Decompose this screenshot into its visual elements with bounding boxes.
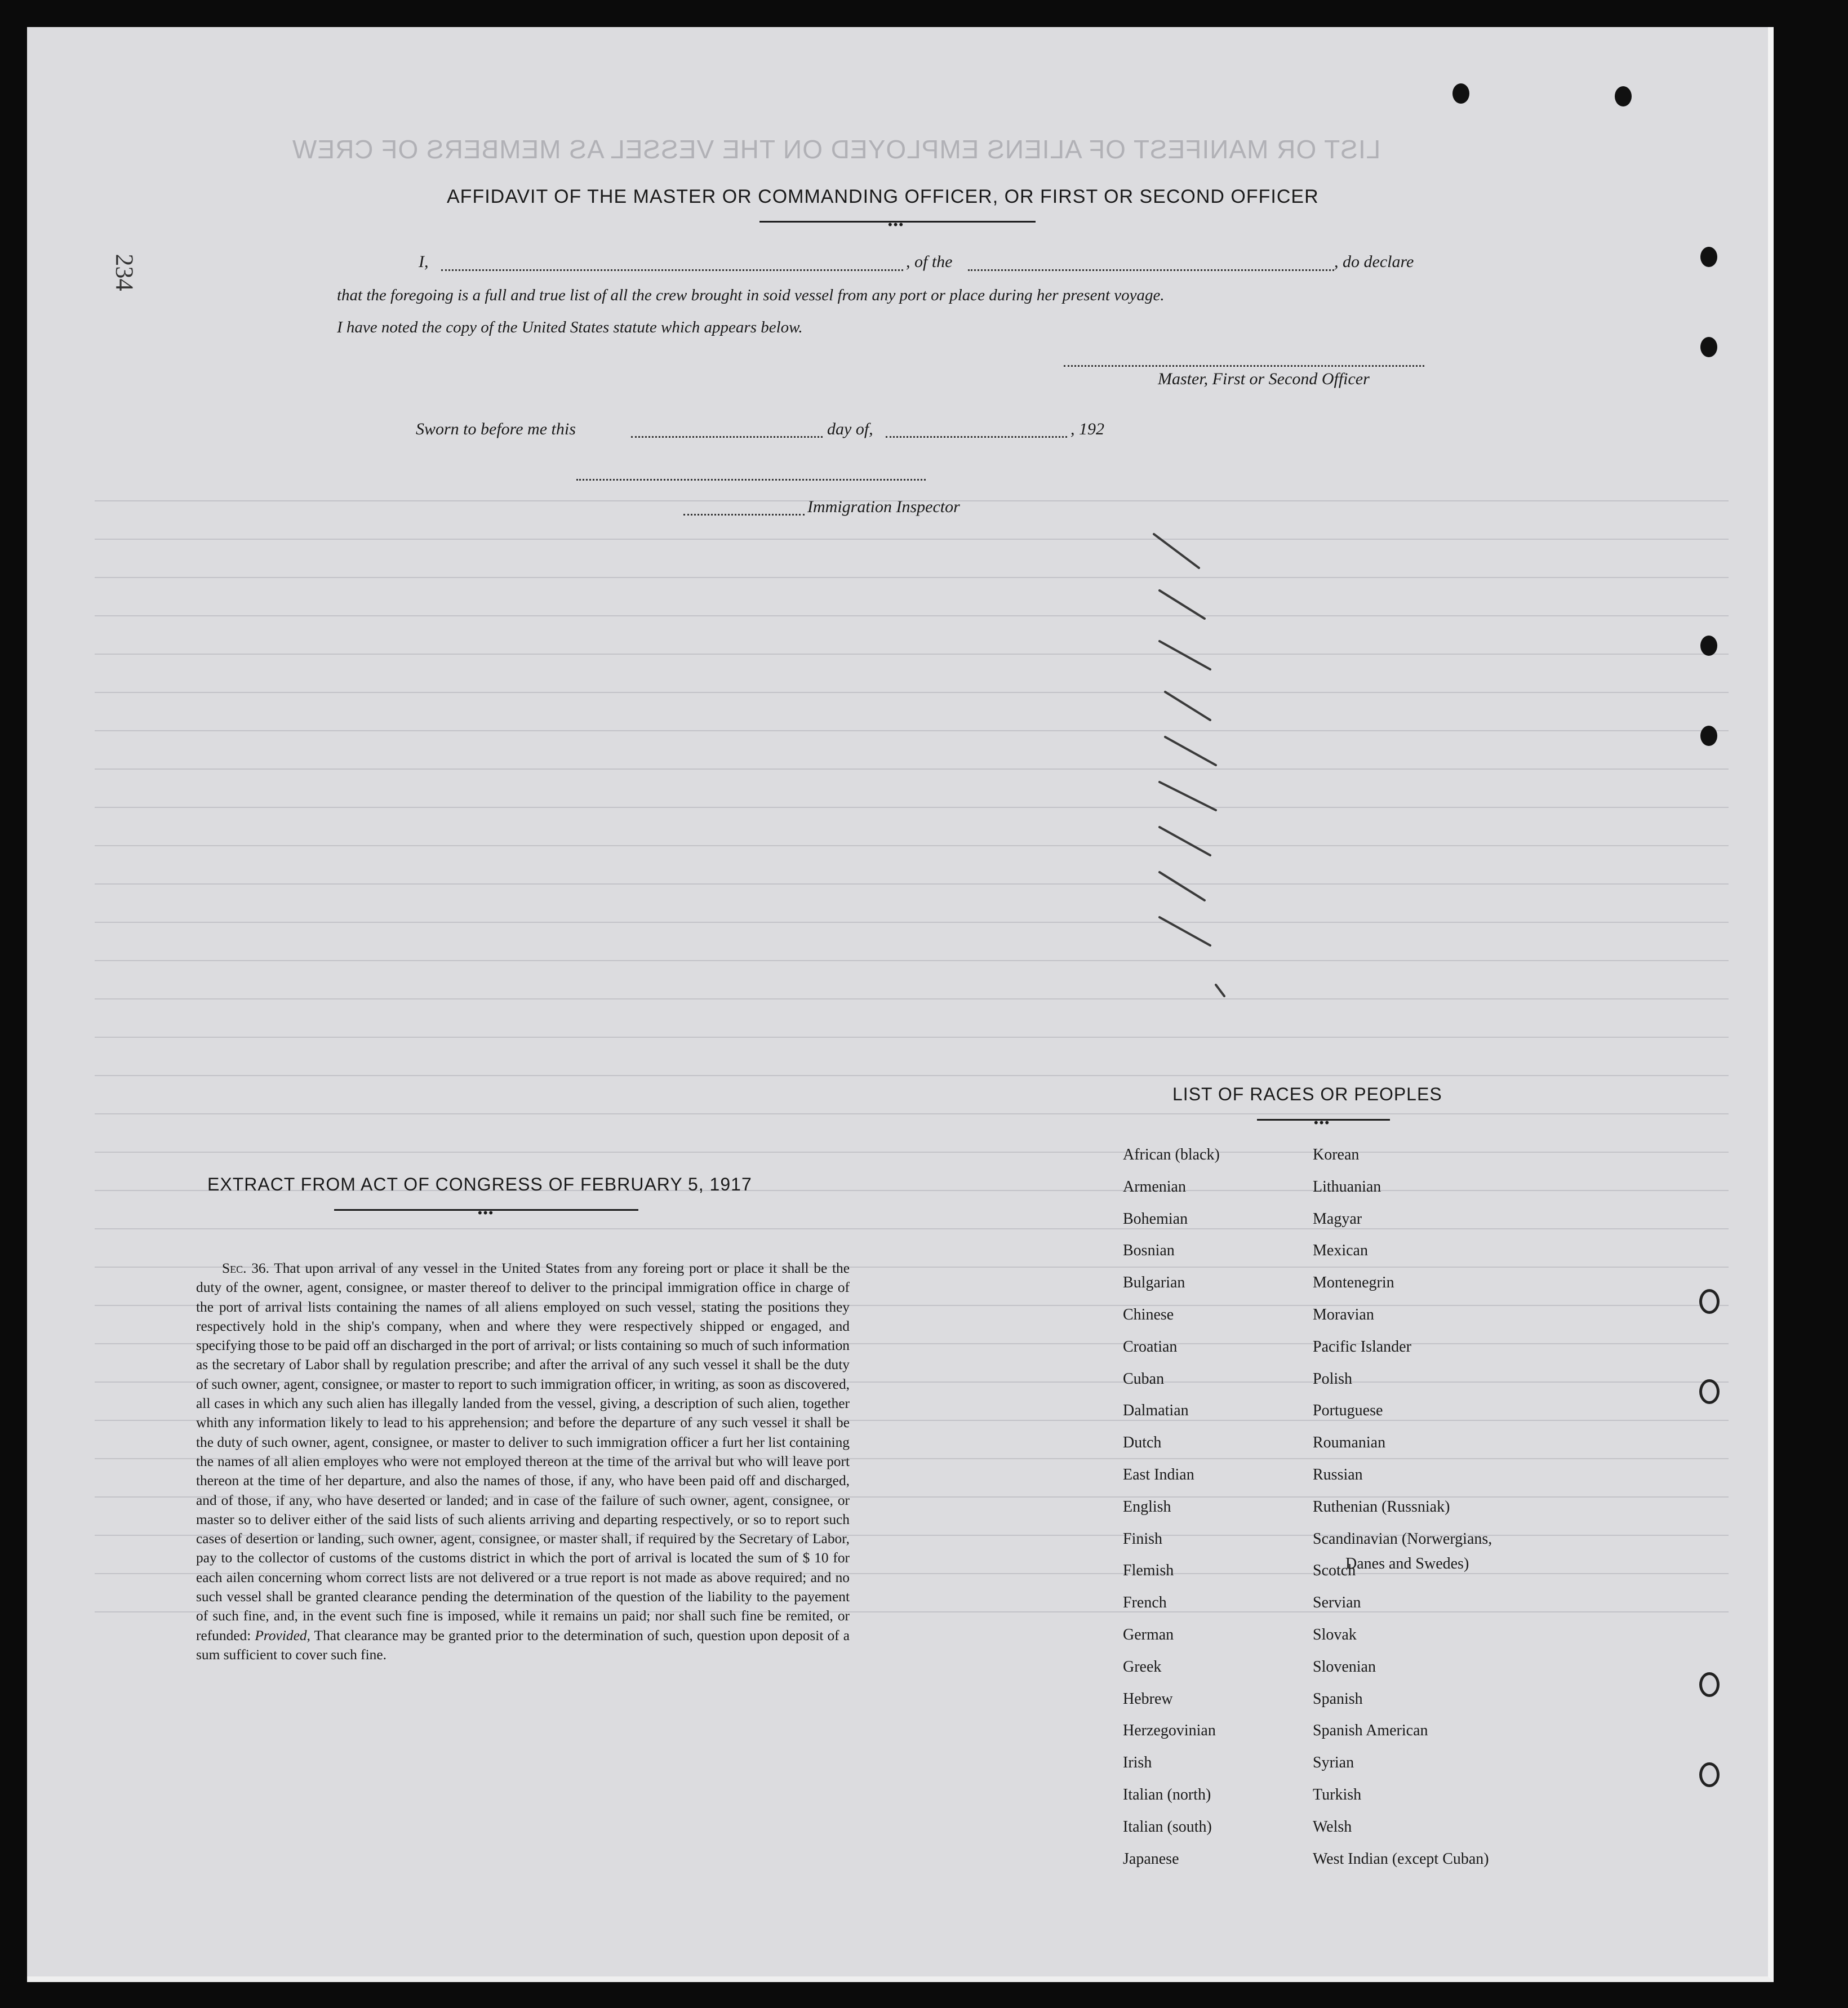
- race-item: Korean: [1313, 1146, 1360, 1163]
- race-item: Herzegovinian: [1123, 1722, 1216, 1740]
- race-item: Mexican: [1313, 1242, 1368, 1260]
- race-item: Flemish: [1123, 1562, 1174, 1580]
- race-item: Hebrew: [1123, 1690, 1173, 1708]
- affidavit-line1-of: , of the: [906, 252, 953, 271]
- bleed-through-line: [95, 1075, 1729, 1076]
- inspector-label: Immigration Inspector: [807, 497, 960, 516]
- bleed-through-line: [95, 539, 1729, 540]
- sworn-day-label: day of,: [827, 420, 873, 438]
- race-item: Italian (north): [1123, 1785, 1211, 1803]
- binder-hole: [1452, 83, 1469, 104]
- race-item: Pacific Islander: [1313, 1338, 1411, 1356]
- bleed-through-line: [95, 768, 1729, 770]
- race-item: Lithuanian: [1313, 1178, 1381, 1196]
- race-item: Cuban: [1123, 1370, 1165, 1388]
- bleed-through-line: [95, 692, 1729, 693]
- binder-ring: [1699, 1379, 1720, 1404]
- bleed-through-line: [95, 998, 1729, 999]
- race-item: Finish: [1123, 1530, 1163, 1548]
- officer-signature-label: Master, First or Second Officer: [1158, 370, 1370, 388]
- race-item: Armenian: [1123, 1178, 1186, 1196]
- affidavit-title: AFFIDAVIT OF THE MASTER OR COMMANDING OFFICER, OR FIRST OR SECOND OFFICER: [447, 186, 1319, 207]
- race-item: Croatian: [1123, 1338, 1178, 1356]
- race-item: French: [1123, 1594, 1167, 1612]
- race-item: German: [1123, 1625, 1174, 1643]
- race-item: Japanese: [1123, 1850, 1179, 1868]
- race-item: Turkish: [1313, 1785, 1362, 1803]
- race-item: East Indian: [1123, 1465, 1194, 1483]
- binder-ring: [1699, 1672, 1720, 1697]
- side-page-number: 234: [110, 254, 139, 291]
- bleed-through-line: [95, 1037, 1729, 1038]
- race-item: Russian: [1313, 1465, 1363, 1483]
- bleed-through-line: [95, 654, 1729, 655]
- affidavit-line3: I have noted the copy of the United States statute which appears below.: [337, 318, 803, 336]
- race-item: Moravian: [1313, 1305, 1374, 1323]
- race-item: Syrian: [1313, 1754, 1354, 1772]
- races-column-2: [1313, 1139, 1492, 1875]
- bleed-through-title: LIST OR MANIFEST OF ALIENS EMPLOYED ON THE VESSEL AS MEMBERS OF CREW: [292, 135, 1381, 164]
- race-item: Spanish: [1313, 1690, 1363, 1708]
- race-item: Dalmatian: [1123, 1402, 1189, 1420]
- binder-hole: [1700, 726, 1717, 746]
- races-title-ornament: •••: [1314, 1116, 1331, 1130]
- binder-hole: [1700, 247, 1717, 267]
- race-item: Ruthenian (Russniak): [1313, 1498, 1450, 1516]
- race-item: Italian (south): [1123, 1818, 1212, 1836]
- bleed-through-line: [95, 807, 1729, 808]
- race-item: Greek: [1123, 1658, 1162, 1676]
- race-item: Scandinavian (Norwergians,: [1313, 1530, 1492, 1548]
- race-item: Bohemian: [1123, 1210, 1188, 1228]
- binder-hole: [1700, 636, 1717, 656]
- extract-text: That upon arrival of any vessel in the United States from any foreing port or place it shall be the duty of the owner, agent, consignee, or master thereof to deliver to the principal immigration office in charge of the port of arrival lists containing the names of all aliens employed on such vessel, stating the positions they respectively hold in the ship's company, when and where they were respectively shipped or engaged, and specifying those to be paid off an discharged in the port of arrival; or lists containing so much of such information as the secretary of Labor shall by regulation prescribe; and after the arrival of any such vessel it shall be the duty of such owner, agent, consignee, or master to report to such immigration officer, in writing, as soon as discovered, all cases in which any such alien has illegally landed from the vessel, giving, a description of such alien, together whith any information likely to lead to his apprehension; and before the departure of any such vessel it shall be the duty of such owner, agent, consignee, or master to deliver to such immigration officer a furt her list containing the names of all alien employes who were not employed thereon at the time of the arrival but who will leave port thereon at the time of her departure, and also the names of those, if any, who have been paid off and discharged, and of those, if any, who have deserted or landed; and in case of the failure of such owner, agent, consignee, or master so to deliver either of the said lists of such alients arriving and departing respectively, or so to report such cases of desertion or landing, such owner, agent, consignee, or master shall, if required by the Secretary of Labor, pay to the collector of customs of the customs district in which the port of arrival is located the sum of $ 10 for each ailen concerning whom correct lists are not delivered or a true report is not made as above required; and no such vessel shall be granted clearance pending the determination of the question of the liability to the payement of such fine, and, in the event such fine is imposed, while it remains un paid; nor shall such fine be remited, or refunded:: [196, 1260, 850, 1643]
- inspector-signature-field-2[interactable]: [683, 514, 805, 516]
- race-item: Bulgarian: [1123, 1274, 1185, 1292]
- affidavit-line2: that the foregoing is a full and true list of all the crew brought in soid vessel from any port or place during her present voyage.: [337, 286, 1165, 304]
- bleed-through-line: [95, 960, 1729, 961]
- binder-ring: [1699, 1289, 1720, 1314]
- race-item: Scotch: [1313, 1562, 1356, 1580]
- binder-hole: [1615, 86, 1632, 106]
- bleed-through-line: [95, 1113, 1729, 1114]
- bleed-through-line: [95, 883, 1729, 885]
- race-item: West Indian (except Cuban): [1313, 1850, 1489, 1868]
- affidavit-title-ornament: •••: [888, 217, 905, 232]
- sworn-prefix: Sworn to before me this: [416, 420, 576, 438]
- extract-section-label: Sec. 36.: [222, 1260, 269, 1276]
- sworn-day-field[interactable]: [631, 436, 823, 438]
- races-title: LIST OF RACES OR PEOPLES: [1172, 1084, 1442, 1104]
- race-item: Montenegrin: [1313, 1274, 1394, 1292]
- bleed-through-line: [95, 615, 1729, 616]
- races-scandinavian-continuation: Danes and Swedes): [1345, 1555, 1469, 1572]
- race-item: Chinese: [1123, 1305, 1174, 1323]
- race-item: African (black): [1123, 1146, 1220, 1163]
- race-item: Spanish American: [1313, 1722, 1428, 1740]
- binder-ring: [1699, 1762, 1720, 1787]
- document-page: [27, 27, 1774, 1982]
- sworn-month-field[interactable]: [886, 436, 1067, 438]
- extract-body: [196, 1259, 850, 1664]
- bleed-through-line: [95, 845, 1729, 846]
- declarant-name-field[interactable]: [441, 269, 903, 271]
- race-item: Slovenian: [1313, 1658, 1376, 1676]
- bleed-through-line: [95, 577, 1729, 578]
- extract-tail: That clearance may be granted prior to the determination of such, question upon deposit of a sum sufficient to cover such fine.: [196, 1627, 850, 1663]
- affidavit-line1-declare: , do declare: [1334, 252, 1414, 271]
- bleed-through-line: [95, 730, 1729, 731]
- race-item: Roumanian: [1313, 1434, 1386, 1452]
- race-item: Irish: [1123, 1754, 1152, 1772]
- race-item: English: [1123, 1498, 1171, 1516]
- race-item: Dutch: [1123, 1434, 1162, 1452]
- races-column-1: [1123, 1139, 1220, 1875]
- inspector-signature-field-1[interactable]: [576, 479, 926, 481]
- vessel-name-field[interactable]: [968, 269, 1334, 271]
- sworn-year: , 192: [1070, 420, 1104, 438]
- extract-provided: Provided,: [255, 1627, 310, 1643]
- race-item: Polish: [1313, 1370, 1353, 1388]
- race-item: Bosnian: [1123, 1242, 1175, 1260]
- affidavit-line1-i: I,: [419, 252, 429, 271]
- race-item: Servian: [1313, 1594, 1361, 1612]
- race-item: Welsh: [1313, 1818, 1352, 1836]
- extract-title-ornament: •••: [478, 1206, 495, 1220]
- bleed-through-line: [95, 922, 1729, 923]
- race-item: Slovak: [1313, 1625, 1357, 1643]
- extract-title: EXTRACT FROM ACT OF CONGRESS OF FEBRUARY 5, 1917: [207, 1174, 752, 1194]
- officer-signature-field[interactable]: [1064, 365, 1424, 367]
- handwritten-tick-marks: [1148, 523, 1244, 1041]
- race-item: Portuguese: [1313, 1402, 1383, 1420]
- race-item: Magyar: [1313, 1210, 1362, 1228]
- binder-hole: [1700, 337, 1717, 357]
